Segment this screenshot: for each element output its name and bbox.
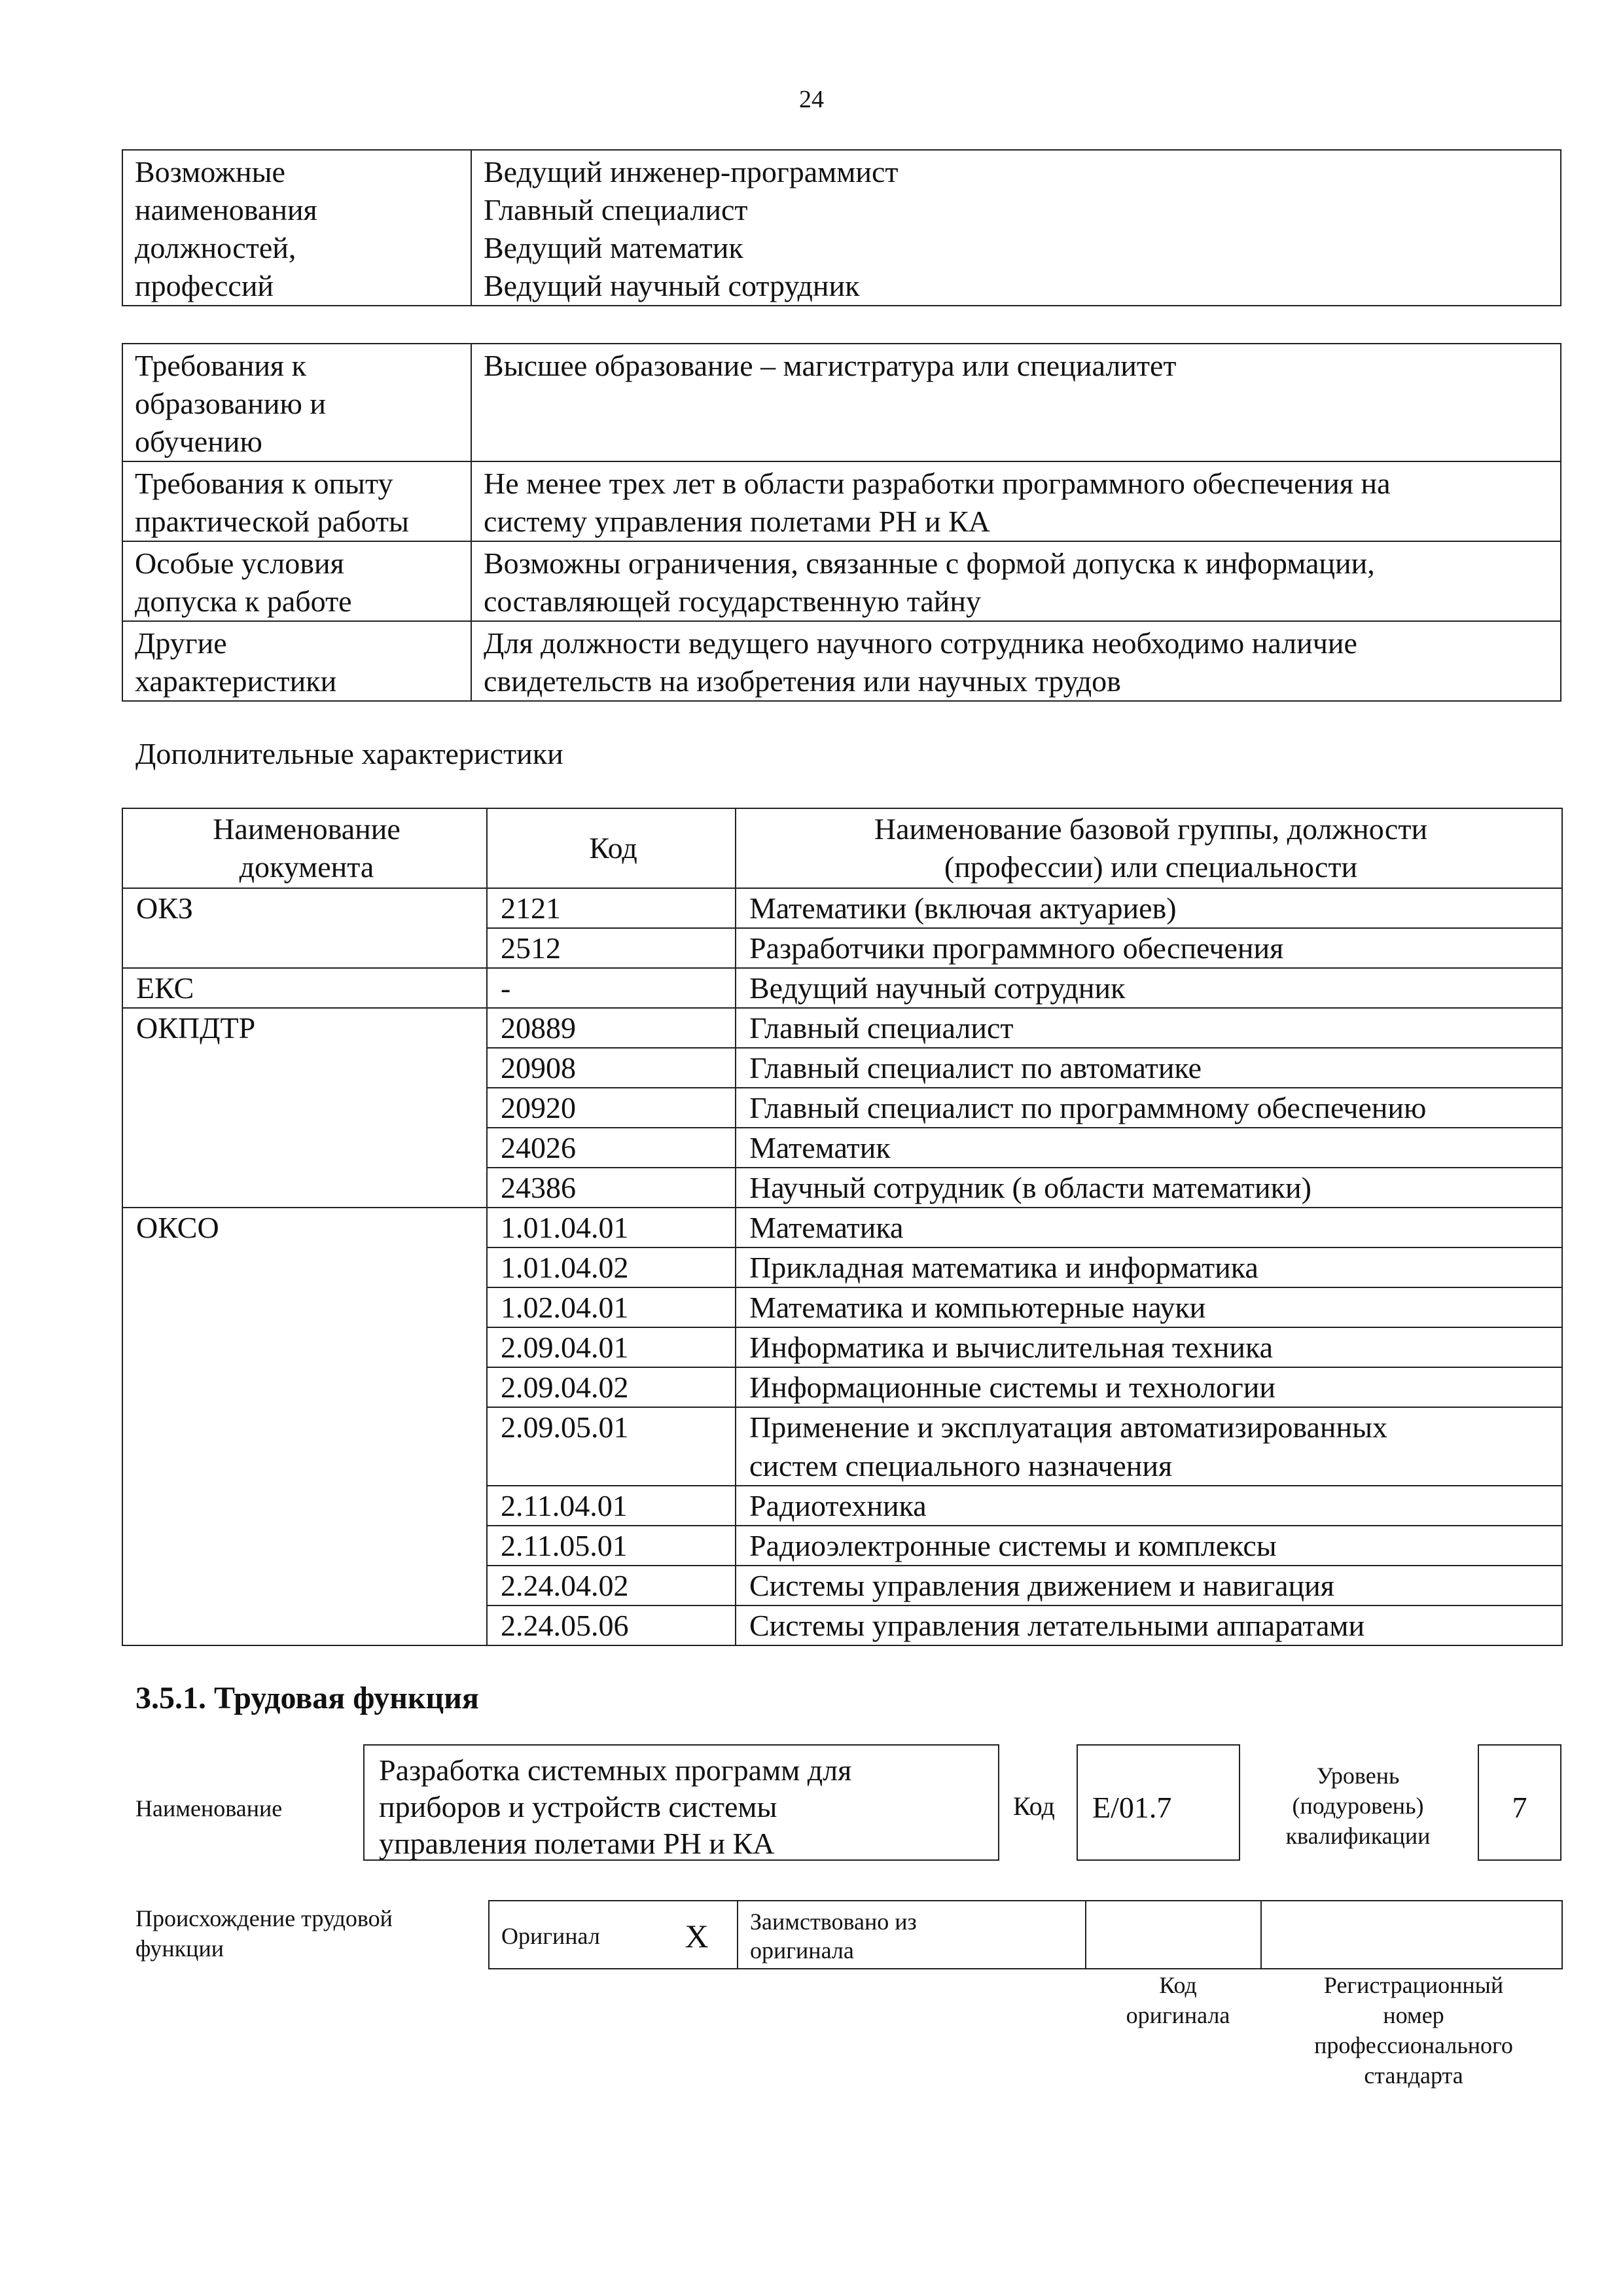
text-line: Ведущий инженер-программист — [484, 155, 899, 188]
header-doc — [122, 808, 487, 888]
text-line: Заимствовано из — [750, 1909, 917, 1935]
row-code: 2.09.04.01 — [487, 1327, 736, 1367]
row-code: - — [487, 968, 736, 1008]
row-name: Информационные системы и технологии — [736, 1367, 1562, 1407]
table-row — [122, 928, 1562, 968]
table-row — [122, 1048, 1562, 1088]
row-doc — [122, 1128, 487, 1168]
text-line: Особые условия — [135, 547, 344, 580]
text-line: образованию и — [135, 387, 326, 420]
text-line: Код — [1159, 1972, 1197, 1998]
requirement-label — [122, 541, 471, 621]
table-row — [122, 968, 1562, 1008]
page-number: 24 — [799, 86, 824, 113]
requirement-value — [471, 461, 1561, 541]
row-doc: ОКПДТР — [122, 1008, 487, 1048]
text-line: допуска к работе — [135, 584, 352, 618]
text-line: профессионального — [1314, 2032, 1513, 2058]
qualification-level-label — [1263, 1761, 1453, 1851]
requirement-label — [122, 344, 471, 461]
extra-characteristics-table — [122, 808, 1563, 1646]
row-code: 20908 — [487, 1048, 736, 1088]
table-header-row — [122, 808, 1562, 888]
labor-function-title: 3.5.1. Трудовая функция — [135, 1681, 479, 1715]
row-doc — [122, 1526, 487, 1566]
table-row — [122, 1526, 1562, 1566]
table-row — [122, 1605, 1562, 1645]
requirement-value — [471, 541, 1561, 621]
borrowed-label — [738, 1901, 1086, 1969]
text-line: Уровень — [1316, 1763, 1400, 1789]
positions-row — [122, 150, 1561, 306]
text-line: профессий — [135, 269, 274, 302]
row-doc — [122, 1367, 487, 1407]
table-row — [122, 1327, 1562, 1367]
table-row — [122, 1566, 1562, 1605]
text-line: приборов и устройств системы — [379, 1790, 777, 1823]
row-name: Радиотехника — [736, 1486, 1562, 1526]
text-line: документа — [239, 850, 374, 884]
row-name: Математика — [736, 1208, 1562, 1247]
row-doc — [122, 1168, 487, 1208]
row-name: Прикладная математика и информатика — [736, 1247, 1562, 1287]
text-line: должностей, — [135, 231, 296, 264]
row-name: Разработчики программного обеспечения — [736, 928, 1562, 968]
text-line: стандарта — [1364, 2062, 1463, 2089]
row-doc — [122, 1486, 487, 1526]
text-line: систему управления полетами РН и КА — [484, 505, 991, 538]
text-line: наименования — [135, 193, 317, 226]
row-code: 2.24.04.02 — [487, 1566, 736, 1605]
row-name: Математика и компьютерные науки — [736, 1287, 1562, 1327]
origin-table — [488, 1900, 1563, 1969]
text-line: Возможные — [135, 155, 285, 188]
positions-value — [471, 150, 1561, 306]
labor-function-code-box: E/01.7 — [1077, 1744, 1240, 1861]
requirement-label — [122, 621, 471, 701]
row-code: 2121 — [487, 888, 736, 928]
text-line: Применение и эксплуатация автоматизированных — [749, 1410, 1388, 1444]
text-line: оригинала — [1126, 2002, 1230, 2028]
requirement-value — [471, 344, 1561, 461]
row-code: 24026 — [487, 1128, 736, 1168]
text-line: Не менее трех лет в области разработки программного обеспечения на — [484, 467, 1391, 500]
table-row — [122, 1128, 1562, 1168]
header-name — [736, 808, 1562, 888]
requirement-value — [471, 621, 1561, 701]
row-doc — [122, 1605, 487, 1645]
text-line: Высшее образование – магистратура или специалитет — [484, 349, 1177, 382]
text-line: (подуровень) — [1292, 1793, 1424, 1819]
row-code: 2.24.05.06 — [487, 1605, 736, 1645]
text-line: Для должности ведущего научного сотрудника необходимо наличие — [484, 626, 1357, 660]
requirement-row-experience — [122, 461, 1561, 541]
row-doc: ЕКС — [122, 968, 487, 1008]
text-line: Возможны ограничения, связанные с формой допуска к информации, — [484, 547, 1375, 580]
row-code: 2.11.05.01 — [487, 1526, 736, 1566]
labor-function-name-box — [363, 1744, 999, 1861]
requirement-label — [122, 461, 471, 541]
original-code-cell — [1086, 1901, 1261, 1969]
registration-number-caption — [1263, 1970, 1564, 2090]
requirement-row-other — [122, 621, 1561, 701]
row-name: Системы управления движением и навигация — [736, 1566, 1562, 1605]
text-line: практической работы — [135, 505, 409, 538]
row-code: 1.01.04.01 — [487, 1208, 736, 1247]
original-code-caption — [1080, 1970, 1276, 2030]
row-name: Научный сотрудник (в области математики) — [736, 1168, 1562, 1208]
header-code: Код — [487, 808, 736, 888]
positions-table — [122, 149, 1561, 306]
requirement-row-education — [122, 344, 1561, 461]
table-row — [122, 1287, 1562, 1327]
table-row — [122, 1168, 1562, 1208]
row-code: 20920 — [487, 1088, 736, 1128]
text-line: номер — [1383, 2002, 1444, 2028]
row-doc — [122, 1287, 487, 1327]
row-name: Главный специалист по автоматике — [736, 1048, 1562, 1088]
row-doc: ОКЗ — [122, 888, 487, 928]
text-line: Происхождение трудовой — [135, 1905, 393, 1931]
table-row — [122, 1247, 1562, 1287]
requirements-table — [122, 343, 1561, 702]
text-line: квалификации — [1285, 1823, 1431, 1849]
text-line: Ведущий математик — [484, 231, 743, 264]
text-line: Ведущий научный сотрудник — [484, 269, 860, 302]
row-name — [736, 1407, 1562, 1486]
code-label: Код — [1013, 1791, 1055, 1821]
text-line: (профессии) или специальности — [944, 850, 1358, 884]
row-doc: ОКСО — [122, 1208, 487, 1247]
text-line: Разработка системных программ для — [379, 1753, 852, 1787]
extra-characteristics-title: Дополнительные характеристики — [135, 737, 563, 770]
row-name: Математик — [736, 1128, 1562, 1168]
text-line: управления полетами РН и КА — [379, 1827, 775, 1860]
text-line: Наименование базовой группы, должности — [874, 812, 1428, 846]
text-line: составляющей государственную тайну — [484, 584, 982, 618]
text-line: Регистрационный — [1323, 1972, 1504, 1998]
table-row — [122, 1407, 1562, 1486]
origin-label — [135, 1903, 393, 1964]
table-row — [122, 888, 1562, 928]
row-name: Главный специалист по программному обеспечению — [736, 1088, 1562, 1128]
table-row — [122, 1088, 1562, 1128]
row-doc — [122, 1407, 487, 1486]
text-line: систем специального назначения — [749, 1449, 1173, 1482]
row-name: Ведущий научный сотрудник — [736, 968, 1562, 1008]
text-line: обучению — [135, 425, 262, 458]
name-label: Наименование — [135, 1795, 283, 1821]
qualification-level-box: 7 — [1478, 1744, 1561, 1861]
text-line: Требования к — [135, 349, 306, 382]
row-code: 2512 — [487, 928, 736, 968]
text-line: оригинала — [750, 1937, 854, 1964]
positions-label — [122, 150, 471, 306]
registration-number-cell — [1261, 1901, 1562, 1969]
row-code: 2.09.04.02 — [487, 1367, 736, 1407]
text-line: характеристики — [135, 664, 337, 698]
row-name: Математики (включая актуариев) — [736, 888, 1562, 928]
origin-row — [489, 1901, 1562, 1969]
row-name: Системы управления летательными аппаратами — [736, 1605, 1562, 1645]
row-doc — [122, 1566, 487, 1605]
row-name: Радиоэлектронные системы и комплексы — [736, 1526, 1562, 1566]
original-label: Оригинал — [489, 1901, 652, 1969]
row-doc — [122, 1048, 487, 1088]
row-doc — [122, 1088, 487, 1128]
row-code: 1.01.04.02 — [487, 1247, 736, 1287]
row-code: 24386 — [487, 1168, 736, 1208]
row-name: Информатика и вычислительная техника — [736, 1327, 1562, 1367]
text-line: Главный специалист — [484, 193, 748, 226]
row-doc — [122, 1327, 487, 1367]
text-line: Другие — [135, 626, 227, 660]
text-line: Требования к опыту — [135, 467, 393, 500]
requirement-row-special-conditions — [122, 541, 1561, 621]
row-code: 2.11.04.01 — [487, 1486, 736, 1526]
table-row — [122, 1008, 1562, 1048]
original-mark: X — [652, 1901, 738, 1969]
row-doc — [122, 1247, 487, 1287]
table-row — [122, 1486, 1562, 1526]
row-name: Главный специалист — [736, 1008, 1562, 1048]
row-doc — [122, 928, 487, 968]
row-code: 1.02.04.01 — [487, 1287, 736, 1327]
table-row — [122, 1367, 1562, 1407]
row-code: 20889 — [487, 1008, 736, 1048]
row-code: 2.09.05.01 — [487, 1407, 736, 1486]
text-line: функции — [135, 1935, 224, 1962]
table-row — [122, 1208, 1562, 1247]
text-line: свидетельств на изобретения или научных трудов — [484, 664, 1121, 698]
text-line: Наименование — [213, 812, 401, 846]
